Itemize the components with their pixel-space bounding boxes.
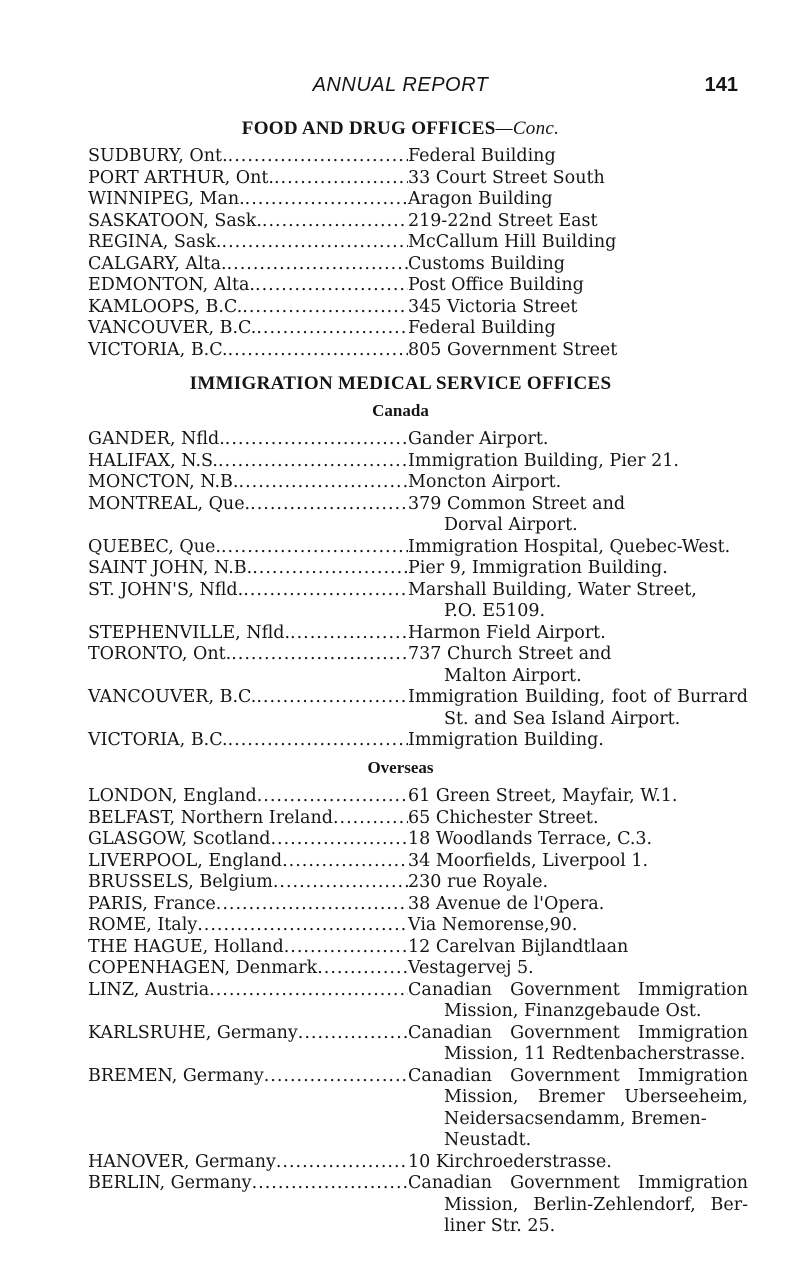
office-address	[408, 623, 748, 645]
office-city: GANDER, Nfld.	[88, 429, 225, 449]
address-line: Marshall Building, Water Street,	[408, 579, 697, 600]
directory-entry	[88, 1152, 748, 1174]
office-address	[408, 472, 748, 494]
office-city: STEPHENVILLE, Nfld.	[88, 622, 291, 643]
directory-entry	[88, 730, 748, 752]
office-address	[408, 730, 748, 752]
directory-entry	[88, 1066, 748, 1152]
address-line: 230 rue Royale.	[408, 872, 549, 892]
directory-entry	[88, 915, 748, 937]
directory-entry	[88, 958, 748, 980]
overseas-subheading: Overseas	[367, 758, 434, 777]
office-address	[408, 189, 748, 211]
dot-leader	[256, 687, 408, 730]
address-line: 33 Court Street South	[408, 167, 605, 188]
directory-entry	[88, 623, 748, 645]
address-line: Neustadt.	[444, 1130, 532, 1150]
dot-leader	[317, 958, 408, 980]
address-line: Canadian Government Immigration	[408, 1065, 748, 1086]
office-address	[408, 232, 748, 254]
office-address	[408, 451, 748, 473]
dot-leader	[252, 1173, 408, 1238]
office-address	[408, 1173, 748, 1238]
address-line: Gander Airport.	[408, 429, 549, 449]
dot-leader	[262, 211, 408, 233]
office-address	[408, 687, 748, 730]
address-line: Immigration Building, Pier 21.	[408, 450, 679, 471]
directory-entry	[88, 894, 748, 916]
address-line: Harmon Field Airport.	[408, 622, 606, 643]
address-line: 65 Chichester Street.	[408, 807, 599, 828]
address-line: St. and Sea Island Airport.	[444, 708, 681, 729]
directory-entry	[88, 1023, 748, 1066]
dot-leader	[273, 872, 408, 894]
office-address	[408, 275, 748, 297]
office-city: TORONTO, Ont.	[88, 644, 232, 664]
office-address	[408, 1023, 748, 1066]
office-city: WINNIPEG, Man.	[88, 189, 245, 209]
dot-leader	[282, 851, 408, 873]
office-city: CALGARY, Alta.	[88, 253, 227, 274]
address-line: 219-22nd Street East	[408, 210, 598, 231]
directory-entry	[88, 558, 748, 580]
dot-leader	[216, 894, 408, 916]
dot-leader	[255, 275, 408, 297]
address-line: Canadian Government Immigration	[408, 1022, 748, 1043]
address-line: Via Nemorense,90.	[408, 915, 578, 935]
dot-leader	[256, 318, 408, 340]
dot-leader	[231, 644, 408, 687]
directory-entry	[88, 1173, 748, 1238]
office-city: PARIS, France	[88, 893, 216, 914]
overseas-offices-list	[88, 786, 748, 1238]
directory-entry	[88, 580, 748, 623]
office-address	[408, 254, 748, 276]
directory-entry	[88, 472, 748, 494]
address-line: Post Office Building	[408, 275, 584, 295]
dot-leader	[228, 340, 408, 362]
office-city: VICTORIA, B.C.	[88, 730, 228, 750]
canada-offices-list	[88, 429, 748, 752]
dot-leader	[333, 808, 408, 830]
office-address	[408, 580, 748, 623]
directory-entry	[88, 872, 748, 894]
office-city: EDMONTON, Alta.	[88, 275, 255, 295]
office-city: KAMLOOPS, B.C.	[88, 296, 243, 317]
directory-entry	[88, 494, 748, 537]
dot-leader	[298, 1023, 408, 1066]
dot-leader	[218, 451, 408, 473]
office-address	[408, 808, 748, 830]
dot-leader	[270, 829, 408, 851]
address-line: Customs Building	[408, 253, 565, 274]
address-line: Canadian Government Immigration	[408, 979, 748, 1000]
address-line: 18 Woodlands Terrace, C.3.	[408, 829, 653, 849]
directory-entry	[88, 687, 748, 730]
office-address	[408, 851, 748, 873]
dot-leader	[274, 168, 408, 190]
address-line: P.O. E5109.	[444, 601, 546, 621]
office-address	[408, 211, 748, 233]
food-drug-heading-suffix: —Conc.	[495, 118, 560, 139]
directory-entry	[88, 146, 748, 168]
office-city: ROME, Italy	[88, 915, 198, 935]
directory-entry	[88, 297, 748, 319]
address-line: Neidersacsendamm, Bremen-	[444, 1108, 707, 1129]
office-address	[408, 1066, 748, 1152]
address-line: Aragon Building	[408, 189, 553, 209]
office-address	[408, 829, 748, 851]
dot-leader	[228, 730, 408, 752]
address-line: Pier 9, Immigration Building.	[408, 558, 668, 578]
office-address	[408, 494, 748, 537]
dot-leader	[225, 429, 408, 451]
office-city: ST. JOHN'S, Nfld.	[88, 579, 244, 600]
address-line: 379 Common Street and	[408, 493, 626, 514]
address-line: Mission, Finanzgebaude Ost.	[444, 1001, 702, 1021]
office-city: REGINA, Sask.	[88, 232, 222, 252]
address-line: Immigration Building, foot of Burrard	[408, 687, 748, 707]
office-city: BREMEN, Germany	[88, 1065, 264, 1086]
office-address	[408, 318, 748, 340]
directory-entry	[88, 275, 748, 297]
dot-leader	[264, 1066, 408, 1152]
dot-leader	[245, 189, 408, 211]
office-address	[408, 558, 748, 580]
office-address	[408, 297, 748, 319]
food-drug-heading-text: FOOD AND DRUG OFFICES	[241, 118, 496, 139]
dot-leader	[227, 254, 408, 276]
address-line: Dorval Airport.	[444, 515, 578, 535]
directory-entry	[88, 537, 748, 559]
dot-leader	[221, 537, 408, 559]
directory-entry	[88, 644, 748, 687]
office-city: QUEBEC, Que.	[88, 536, 221, 557]
office-address	[408, 915, 748, 937]
address-line: 345 Victoria Street	[408, 296, 578, 317]
dot-leader	[290, 623, 408, 645]
office-city: GLASGOW, Scotland	[88, 829, 271, 849]
office-city: HANOVER, Germany	[88, 1151, 276, 1172]
office-city: SASKATOON, Sask.	[88, 210, 262, 231]
address-line: Mission, Bremer Uberseeheim,	[444, 1087, 748, 1107]
office-city: BERLIN, Germany	[88, 1173, 252, 1193]
office-city: KARLSRUHE, Germany	[88, 1022, 298, 1043]
address-line: Immigration Hospital, Quebec-West.	[408, 536, 731, 557]
office-address	[408, 644, 748, 687]
office-city: VANCOUVER, B.C.	[88, 687, 257, 707]
dot-leader	[250, 494, 408, 537]
office-address	[408, 429, 748, 451]
address-line: 34 Moorfields, Liverpool 1.	[408, 850, 649, 871]
office-address	[408, 786, 748, 808]
dot-leader	[228, 146, 408, 168]
directory-entry	[88, 318, 748, 340]
directory-entry	[88, 340, 748, 362]
page-number: 141	[704, 74, 738, 96]
office-city: LONDON, England	[88, 786, 257, 806]
office-address	[408, 958, 748, 980]
address-line: Malton Airport.	[444, 665, 582, 686]
directory-entry	[88, 808, 748, 830]
dot-leader	[284, 937, 408, 959]
directory-entry	[88, 211, 748, 233]
directory-entry	[88, 786, 748, 808]
dot-leader	[243, 580, 408, 623]
office-city: SAINT JOHN, N.B.	[88, 558, 253, 578]
address-line: Canadian Government Immigration	[408, 1173, 748, 1193]
directory-entry	[88, 189, 748, 211]
dot-leader	[252, 558, 408, 580]
food-drug-list	[88, 146, 748, 361]
dot-leader	[276, 1152, 408, 1174]
directory-entry	[88, 451, 748, 473]
office-address	[408, 340, 748, 362]
office-city: THE HAGUE, Holland	[88, 936, 284, 957]
office-address	[408, 146, 748, 168]
office-city: LIVERPOOL, England	[88, 850, 283, 871]
dot-leader	[209, 980, 408, 1023]
address-line: 38 Avenue de l'Opera.	[408, 893, 605, 914]
office-address	[408, 980, 748, 1023]
office-address	[408, 537, 748, 559]
address-line: Vestagervej 5.	[408, 958, 534, 978]
office-city: MONTREAL, Que.	[88, 493, 251, 514]
office-city: VANCOUVER, B.C.	[88, 318, 257, 338]
office-city: VICTORIA, B.C.	[88, 339, 228, 360]
office-city: SUDBURY, Ont.	[88, 146, 228, 166]
directory-entry	[88, 254, 748, 276]
address-line: Mission, Berlin-Zehlendorf, Ber-	[444, 1194, 748, 1215]
address-line: McCallum Hill Building	[408, 232, 617, 252]
directory-entry	[88, 937, 748, 959]
dot-leader	[239, 472, 409, 494]
directory-entry	[88, 980, 748, 1023]
address-line: Mission, 11 Redtenbacherstrasse.	[444, 1044, 746, 1064]
directory-entry	[88, 851, 748, 873]
office-city: LINZ, Austria	[88, 979, 210, 1000]
address-line: liner Str. 25.	[444, 1216, 556, 1236]
office-city: BRUSSELS, Belgium	[88, 872, 273, 892]
office-address	[408, 894, 748, 916]
dot-leader	[222, 232, 409, 254]
address-line: 12 Carelvan Bijlandtlaan	[408, 936, 629, 957]
address-line: Moncton Airport.	[408, 472, 562, 492]
address-line: Federal Building	[408, 318, 556, 338]
office-city: BELFAST, Northern Ireland	[88, 807, 333, 828]
address-line: 61 Green Street, Mayfair, W.1.	[408, 786, 678, 806]
address-line: 10 Kirchroederstrasse.	[408, 1151, 612, 1172]
directory-entry	[88, 168, 748, 190]
directory-entry	[88, 232, 748, 254]
running-title: ANNUAL REPORT	[312, 74, 489, 96]
dot-leader	[242, 297, 408, 319]
office-address	[408, 937, 748, 959]
address-line: 805 Government Street	[408, 339, 618, 360]
office-city: MONCTON, N.B.	[88, 472, 239, 492]
canada-subheading: Canada	[372, 401, 429, 420]
address-line: 737 Church Street and	[408, 644, 612, 664]
immigration-heading: IMMIGRATION MEDICAL SERVICE OFFICES	[189, 373, 612, 394]
office-address	[408, 872, 748, 894]
office-city: COPENHAGEN, Denmark	[88, 958, 318, 978]
food-drug-heading	[0, 118, 801, 140]
directory-entry	[88, 829, 748, 851]
dot-leader	[197, 915, 408, 937]
directory-entry	[88, 429, 748, 451]
office-address	[408, 1152, 748, 1174]
dot-leader	[257, 786, 408, 808]
office-city: HALIFAX, N.S.	[88, 450, 218, 471]
office-city: PORT ARTHUR, Ont.	[88, 167, 274, 188]
office-address	[408, 168, 748, 190]
address-line: Federal Building	[408, 146, 556, 166]
address-line: Immigration Building.	[408, 730, 604, 750]
